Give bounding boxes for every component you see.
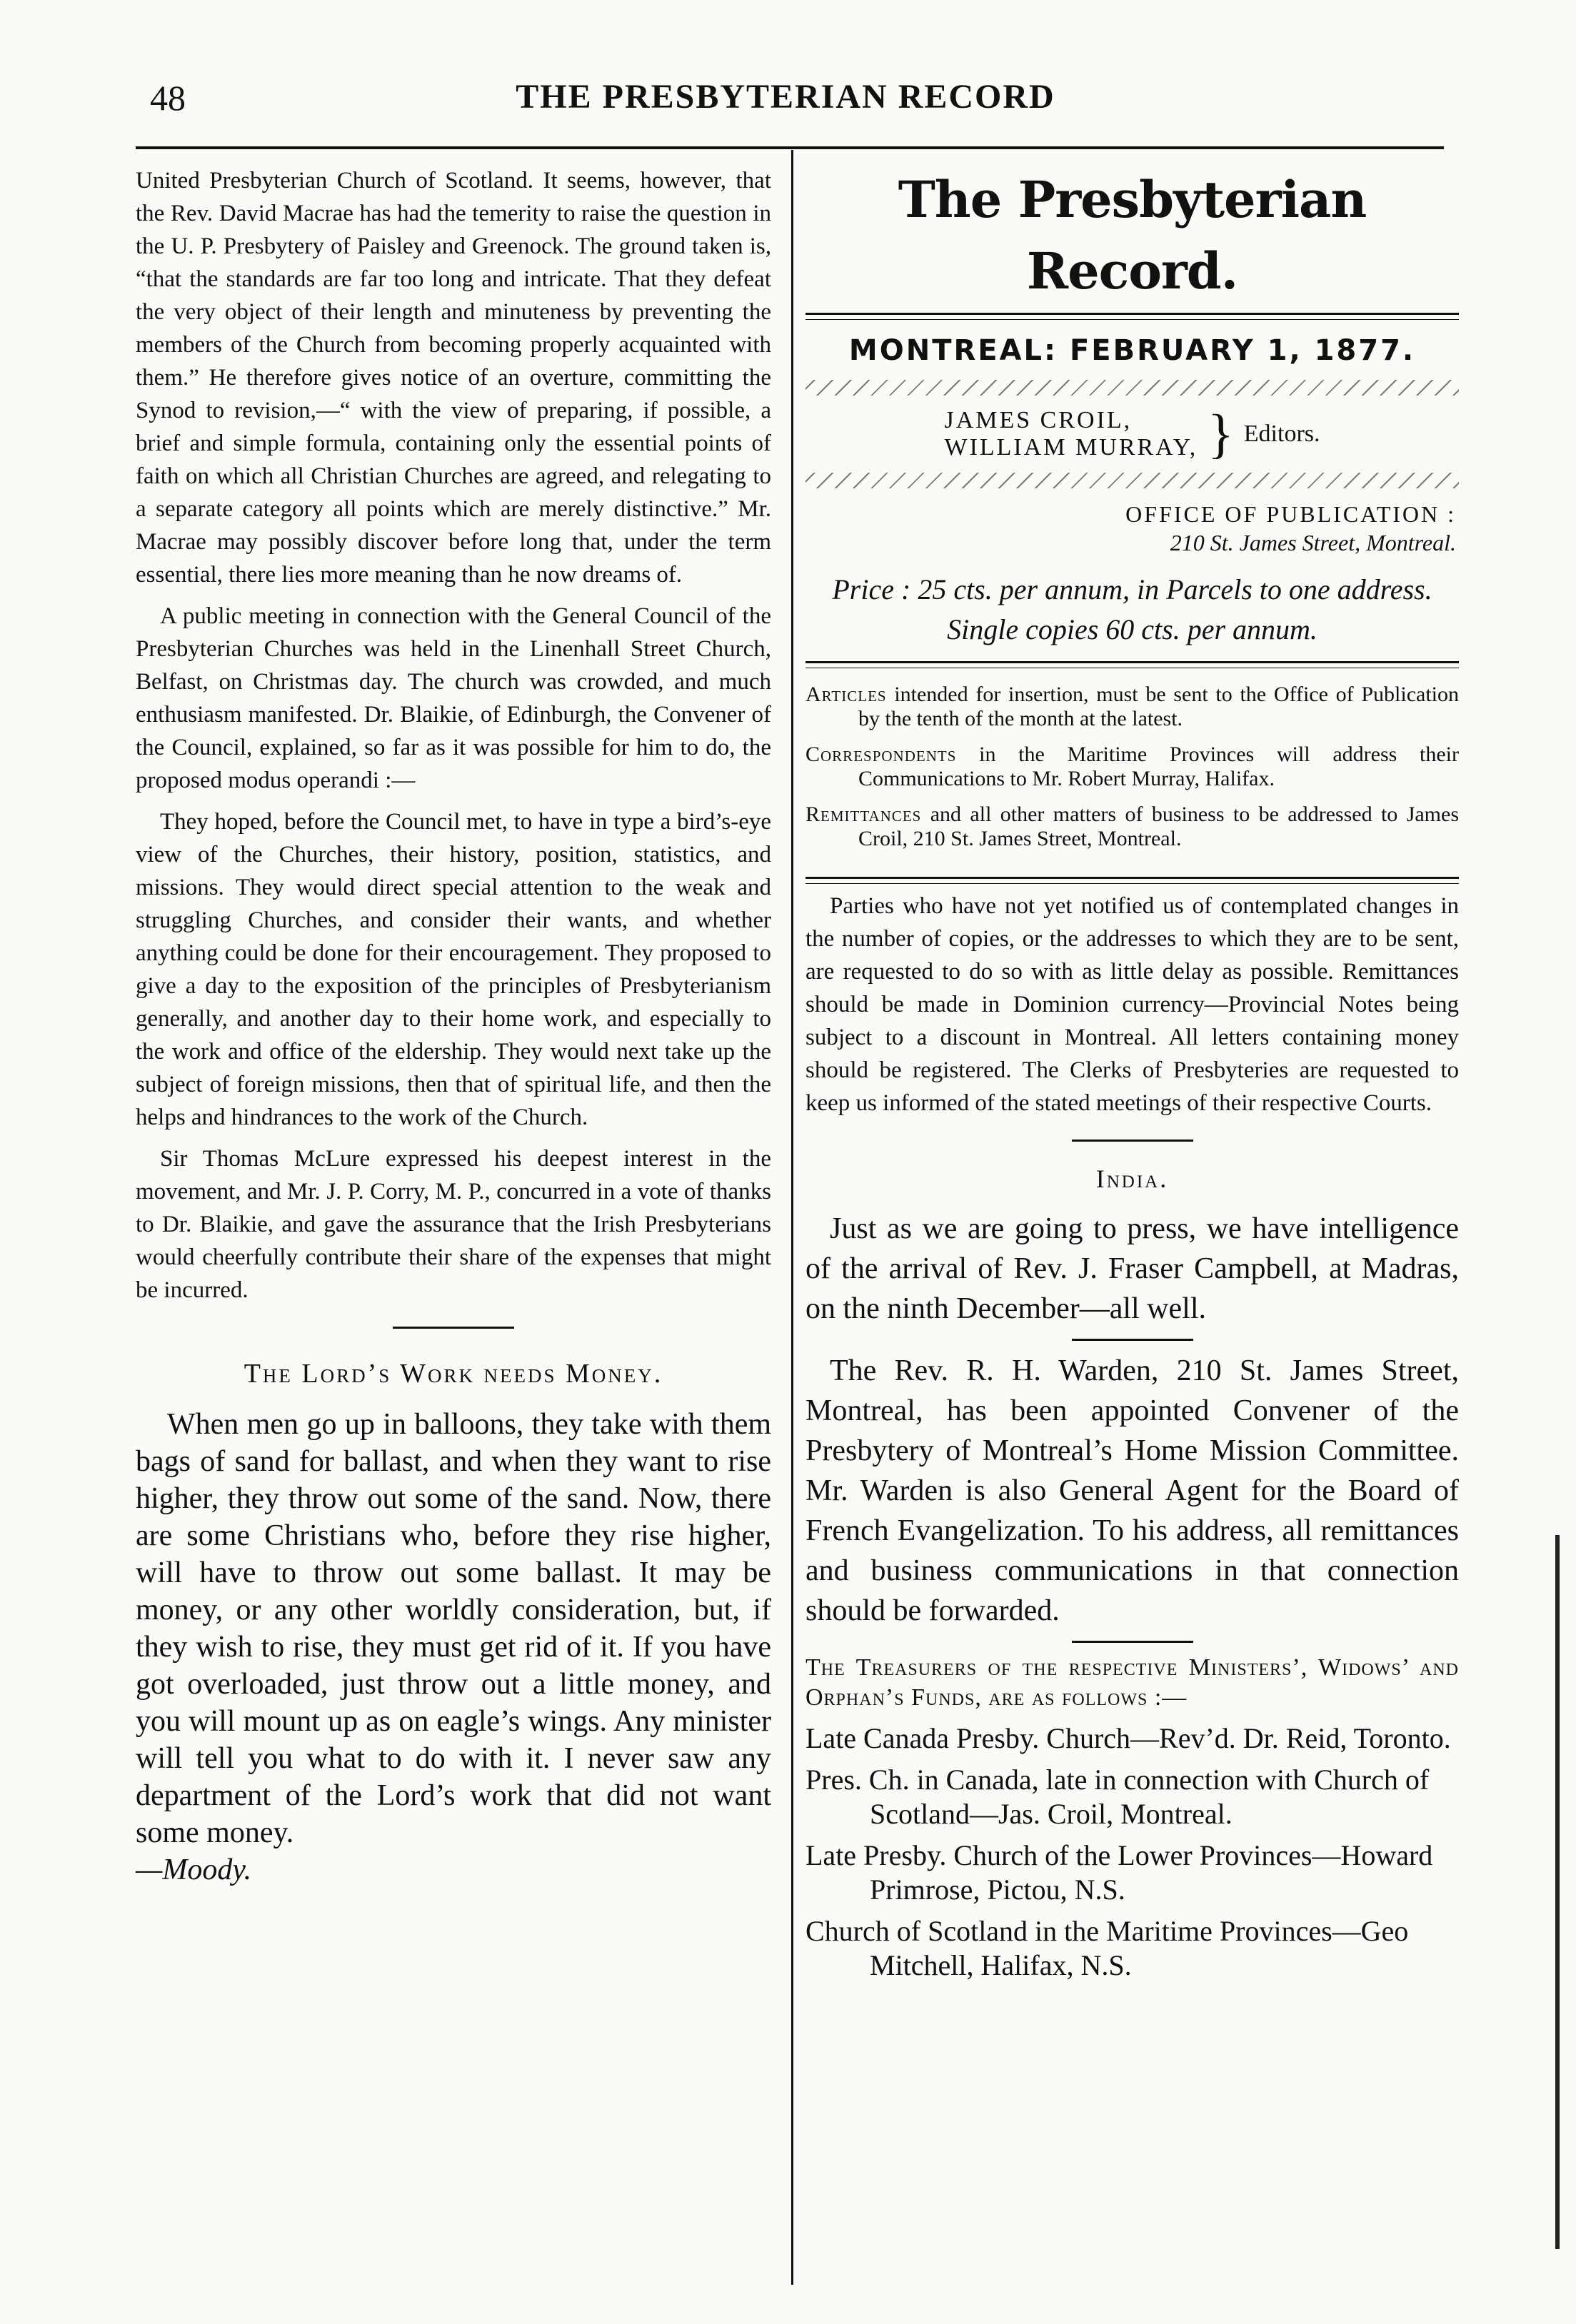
treasurers-heading: The Treasurers of the respective Ministers’, Widows’ and Orphan’s Funds, are as follows :— <box>805 1654 1459 1711</box>
masthead-rule <box>805 313 1459 320</box>
signature-moody: —Moody. <box>136 1853 252 1886</box>
paragraph-balloons: When men go up in balloons, they take with them bags of sand for ballast, and when they want to rise higher, they throw out some of the sand. Now, there are some Christians who, before they rise higher, will have to throw out some ballast. It may be money, or any other worldly consideration, but, if they wish to rise, they must get rid of it. If you have got overloaded, just throw out a little money, and you will mount up as on eagle’s wings. Any minister will tell you what to do with it. I never saw any department of the Lord’s work that did not want some money. <box>136 1408 771 1849</box>
section-divider <box>1072 1641 1193 1643</box>
page-edge-mark <box>1555 1535 1560 2249</box>
office-address: 210 St. James Street, Montreal. <box>1170 530 1456 555</box>
notice-text: intended for insertion, must be sent to the Office of Publication by the tenth of the month at the latest. <box>858 683 1460 730</box>
section-title-india: India. <box>1095 1164 1169 1193</box>
right-column <box>805 164 1459 1990</box>
treasurer-entry: Pres. Ch. in Canada, late in connection with Church of Scotland—Jas. Croil, Montreal. <box>805 1764 1430 1830</box>
paragraph-belfast-meeting: A public meeting in connection with the General Council of the Presbyterian Churches was held in the Linenhall Street Church, Belfast, on Christmas day. The church was crowded, and much enthusiasm manifested. Dr. Blaikie, of Edinburgh, the Convener of the Council, explained, so far as it was possible for him to do, the proposed modus operandi :— <box>136 603 771 793</box>
paragraph-parties: Parties who have not yet notified us of contemplated changes in the number of copies, or the addresses to which they are to be sent, are requested to do so with as little delay as possible. Remittances should be made in Dominion currency—Provincial Notes being subject to a discount in Montreal. All letters containing money should be registered. The Clerks of Presbyteries are requested to keep us informed of the stated meetings of their respective Courts. <box>805 893 1459 1116</box>
masthead-title: The Presbyterian Record. <box>898 170 1367 301</box>
column-divider <box>791 150 793 2285</box>
paragraph-mclure: Sir Thomas McLure expressed his deepest interest in the movement, and Mr. J. P. Corry, M. P., concurred in a vote of thanks to Dr. Blaikie, and gave the assurance that the Irish Presbyterians would cheerfully contribute their share of the expenses that might be incurred. <box>136 1146 771 1303</box>
paragraph-india: Just as we are going to press, we have intelligence of the arrival of Rev. J. Fraser Campbell, at Madras, on the ninth December—all well. <box>805 1212 1459 1325</box>
lords-work-body <box>136 1406 771 1888</box>
notice-lead: Correspondents <box>805 743 957 766</box>
left-column <box>136 164 771 1888</box>
section-divider <box>1072 1140 1193 1142</box>
section-divider <box>1072 1339 1193 1341</box>
editors-block <box>805 400 1459 468</box>
dateline: MONTREAL: FEBRUARY 1, 1877. <box>848 334 1416 367</box>
notice-correspondents <box>805 743 1459 791</box>
page-number: 48 <box>150 78 186 118</box>
treasurer-entry: Late Presby. Church of the Lower Provinces—Howard Primrose, Pictou, N.S. <box>805 1839 1433 1906</box>
notice-lead: Remittances <box>805 803 922 826</box>
notice-lead: Articles <box>805 683 887 706</box>
brace-glyph: } <box>1208 404 1234 464</box>
price-notice: Price : 25 cts. per annum, in Parcels to one address. Single copies 60 cts. per annum. <box>832 573 1432 645</box>
notice-remittances <box>805 803 1459 851</box>
paragraph-warden: The Rev. R. H. Warden, 210 St. James Street, Montreal, has been appointed Convener of the Presbytery of Montreal’s Home Mission Committee. Mr. Warden is also General Agent for the Board of French Evangelization. To his address, all remittances and business communications in that connection should be forwarded. <box>805 1354 1459 1627</box>
section-divider <box>393 1327 514 1329</box>
notice-text: and all other matters of business to be addressed to James Croil, 210 St. James Street, Montreal. <box>858 803 1460 850</box>
editor-name: WILLIAM MURRAY, <box>944 434 1198 461</box>
ornamental-rule <box>805 473 1459 488</box>
paragraph-council-plans: They hoped, before the Council met, to have in type a bird’s-eye view of the Churches, their history, position, statistics, and missions. They would direct special attention to the weak and struggling Churches, and consider their wants, and whether anything could be done for their encouragement. They proposed to give a day to the exposition of the principles of Presbyterianism generally, and another day to their home work, and especially to the work and office of the eldership. They would next take up the subject of foreign missions, then that of spiritual life, and then the helps and hindrances to the work of the Church. <box>136 809 771 1130</box>
treasurer-entry: Late Canada Presby. Church—Rev’d. Dr. Reid, Toronto. <box>805 1722 1451 1754</box>
notice-rule <box>805 661 1459 668</box>
treasurer-entry: Church of Scotland in the Maritime Provinces—Geo Mitchell, Halifax, N.S. <box>805 1915 1409 1981</box>
notice-text: in the Maritime Provinces will address their Communications to Mr. Robert Murray, Halifax. <box>858 743 1460 790</box>
office-label: OFFICE OF PUBLICATION : <box>1125 501 1456 527</box>
page-header <box>136 77 1435 127</box>
notice-articles <box>805 683 1459 731</box>
paragraph-macrae: United Presbyterian Church of Scotland. It seems, however, that the Rev. David Macrae has had the temerity to raise the question in the U. P. Presbytery of Paisley and Greenock. The ground taken is, “that the standards are far too long and intricate. That they defeat the very object of their length and minuteness by preventing the members of the Church from becoming properly acquainted with them.” He therefore gives notice of an overture, committing the Synod to revision,—“ with the view of preparing, if possible, a brief and simple formula, containing only the essential points of faith on which all Christian Churches are agreed, and relegating to a separate category all points which are merely distinctive.” Mr. Macrae may possibly discover before long that, under the term essential, there lies more meaning than he now dreams of. <box>136 168 771 588</box>
office-block <box>805 493 1459 564</box>
header-rule <box>136 146 1444 149</box>
ornamental-rule <box>805 380 1459 396</box>
notices-block <box>805 674 1459 871</box>
editor-names <box>944 407 1198 461</box>
section-title-lords-work: The Lord’s Work needs Money. <box>244 1359 663 1389</box>
running-head: THE PRESBYTERIAN RECORD <box>516 78 1055 116</box>
editors-label: Editors. <box>1243 421 1320 447</box>
notice-rule <box>805 877 1459 884</box>
editor-name: JAMES CROIL, <box>944 407 1133 433</box>
